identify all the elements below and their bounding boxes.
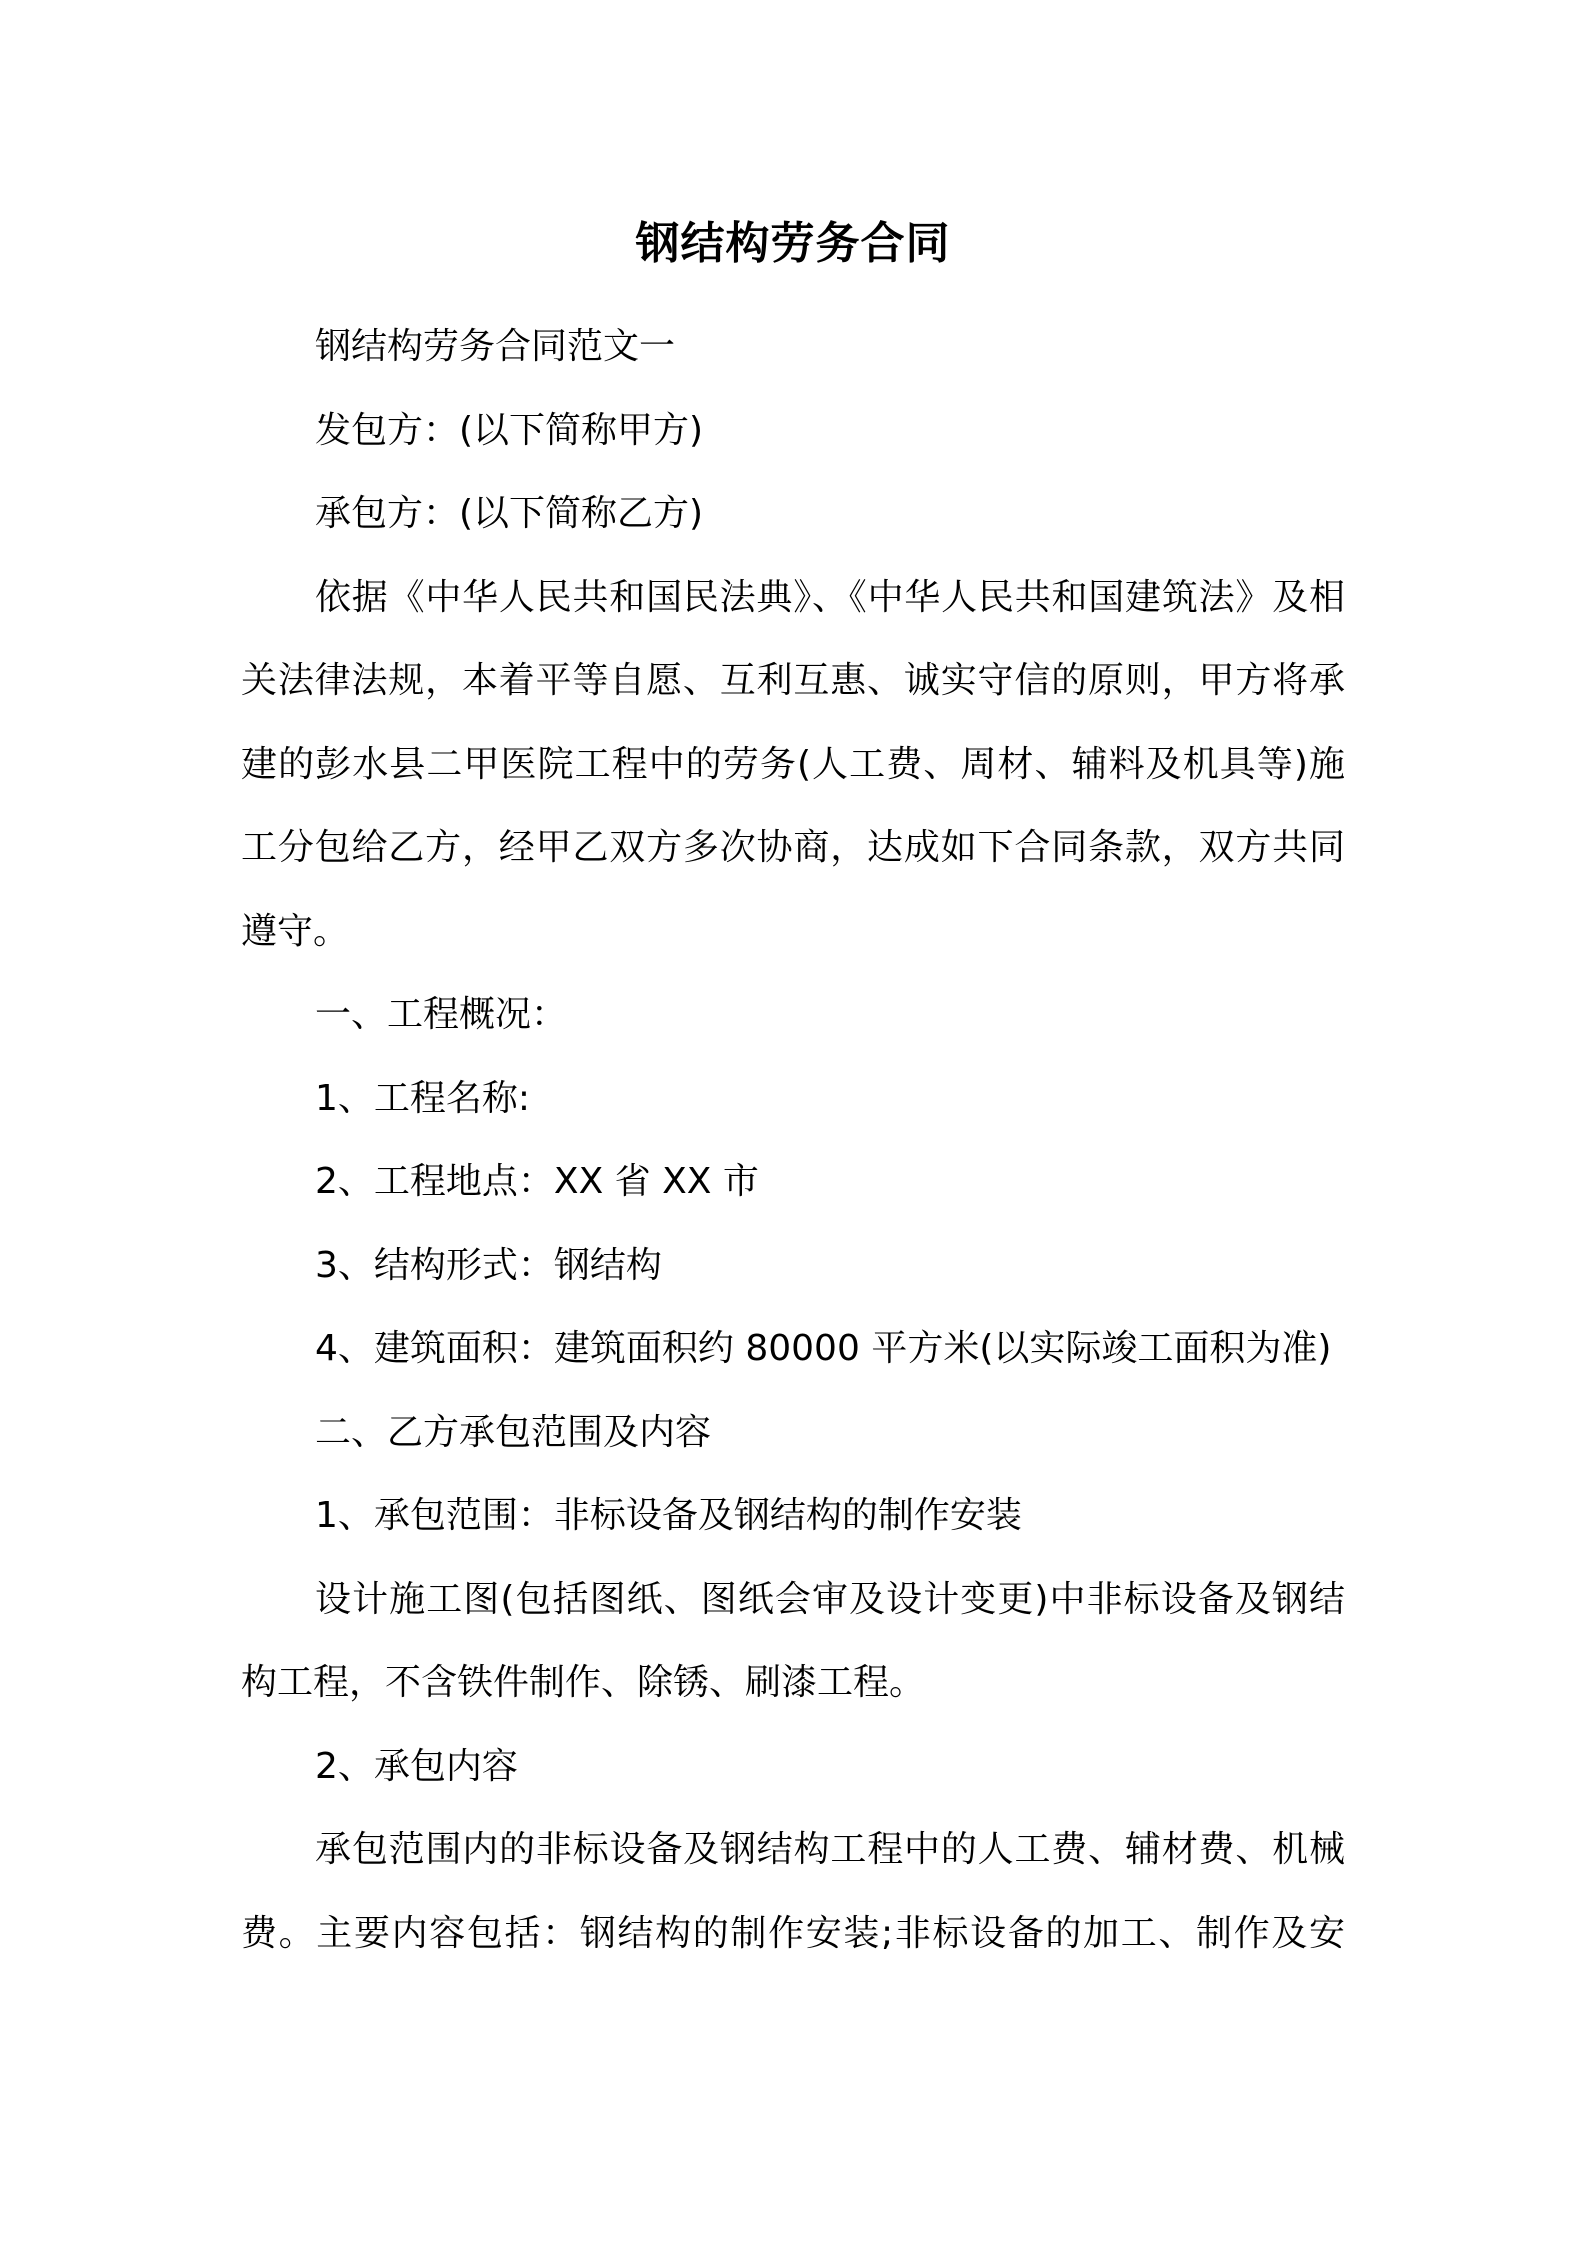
paragraph-building-area: 4、建筑面积：建筑面积约 80000 平方米(以实际竣工面积为准): [315, 1328, 1332, 1369]
document-body: [241, 305, 1345, 1975]
paragraph-scope-detail: 设计施工图(包括图纸、图纸会审及设计变更)中非标设备及钢结构工程，不含铁件制作、除锈、刷漆工程。: [241, 1578, 1345, 1703]
paragraph-subtitle: 钢结构劳务合同范文一: [315, 326, 676, 367]
paragraph-party-b: 承包方：(以下简称乙方): [315, 493, 704, 534]
paragraph-project-name: 1、工程名称:: [315, 1077, 531, 1119]
paragraph-party-a: 发包方：(以下简称甲方): [315, 409, 704, 451]
paragraph-section-1-heading: 一、工程概况：: [315, 994, 568, 1035]
paragraph-content-heading: 2、承包内容: [315, 1745, 518, 1787]
paragraph-scope: 1、承包范围：非标设备及钢结构的制作安装: [315, 1495, 1022, 1536]
document-title: 钢结构劳务合同: [635, 218, 951, 269]
paragraph-structure-form: 3、结构形式：钢结构: [315, 1244, 662, 1286]
paragraph-preamble: 依据《中华人民共和国民法典》、《中华人民共和国建筑法》及相关法律法规，本着平等自愿、互利互惠、诚实守信的原则，甲方将承建的彭水县二甲医院工程中的劳务(人工费、周材、辅料及机具等)施工分包给乙方，经甲乙双方多次协商，达成如下合同条款，双方共同遵守。: [241, 576, 1345, 952]
paragraph-section-2-heading: 二、乙方承包范围及内容: [315, 1411, 712, 1453]
paragraph-content-detail: 承包范围内的非标设备及钢结构工程中的人工费、辅材费、机械费。主要内容包括：钢结构的制作安装;非标设备的加工、制作及安: [241, 1829, 1345, 1954]
paragraph-project-location: 2、工程地点：XX 省 XX 市: [315, 1161, 759, 1202]
